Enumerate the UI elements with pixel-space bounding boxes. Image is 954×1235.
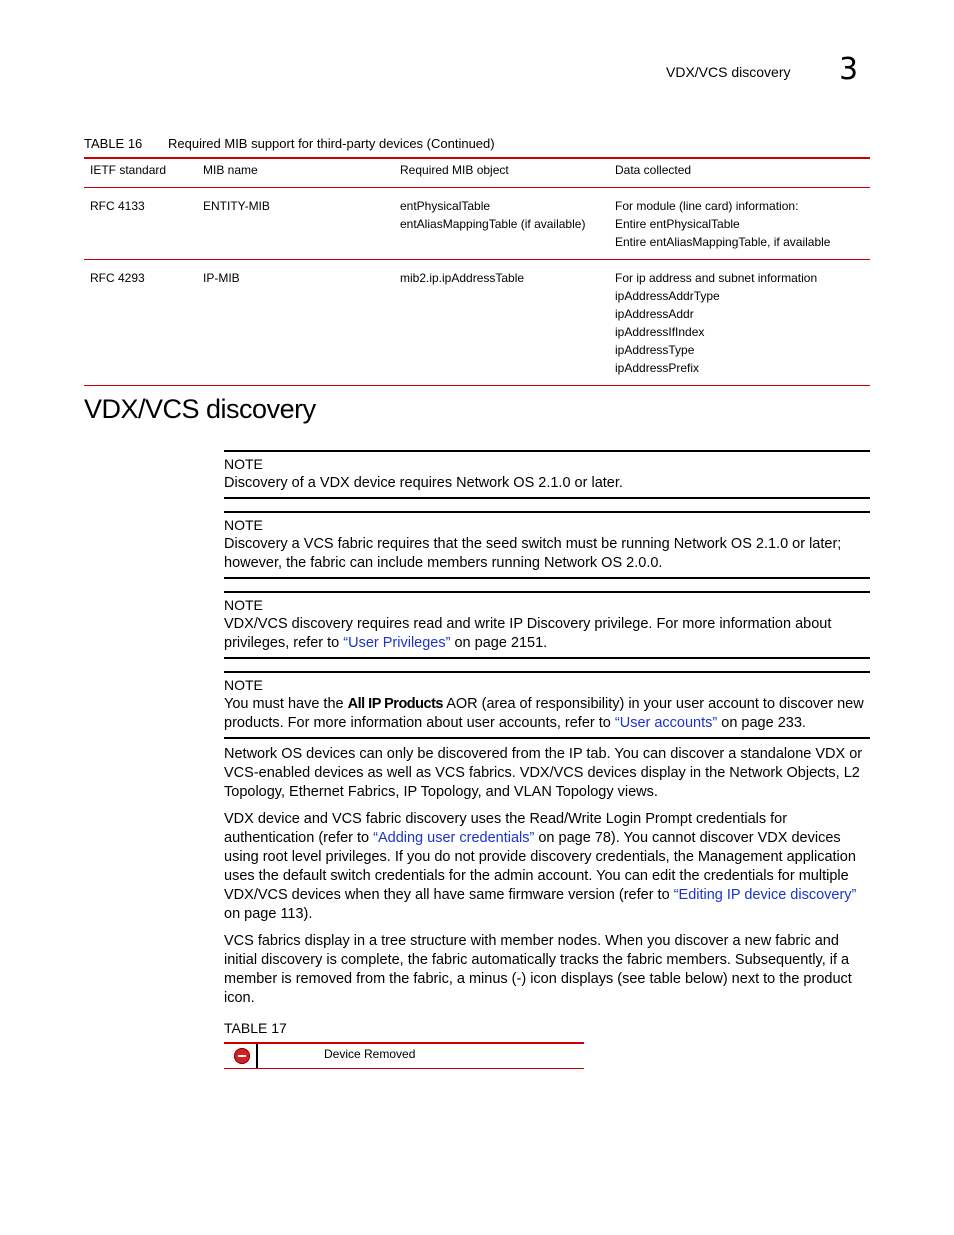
- table16-label: TABLE 16: [84, 136, 143, 151]
- note-label: NOTE: [224, 517, 263, 533]
- note-box: [224, 511, 870, 579]
- section-title: VDX/VCS discovery: [84, 394, 316, 424]
- note-text-part: AOR (area of responsibility) in your user account to discover new products. For more information about user accounts, refer to: [224, 696, 864, 731]
- chapter-number: 3: [839, 52, 859, 87]
- icon-cell: [224, 1044, 258, 1068]
- mib-object-cell: [394, 260, 609, 386]
- running-head: VDX/VCS discovery: [666, 64, 791, 80]
- column-header: IETF standard: [84, 158, 197, 188]
- data-collected-cell: [609, 188, 870, 260]
- data-line: ipAddressType: [615, 343, 695, 357]
- mib-object-cell: [394, 188, 609, 260]
- data-line: ipAddressPrefix: [615, 361, 700, 375]
- data-line: ipAddressAddrType: [615, 289, 720, 303]
- note-text: Discovery of a VDX device requires Network OS 2.1.0 or later.: [224, 475, 623, 491]
- paragraph-network-os: Network OS devices can only be discovered from the IP tab. You can discover a standalone VDX or VCS-enabled devices as well as VCS fabrics. VDX/VCS devices display in the Network Objects, L2 Topology, Ethernet Fabrics, IP Topology, and VLAN Topology views.: [224, 746, 863, 800]
- note-text-part: You must have the: [224, 696, 348, 712]
- paragraph-credentials: [224, 810, 870, 924]
- icon-description: Device Removed: [324, 1047, 416, 1061]
- data-line: Entire entAliasMappingTable, if available: [615, 235, 831, 249]
- icon-table: [224, 1042, 584, 1069]
- data-line: Entire entPhysicalTable: [615, 217, 740, 231]
- table-header-row: [84, 158, 870, 188]
- table16-title: Required MIB support for third-party devices (Continued): [168, 136, 495, 151]
- table17-label: TABLE 17: [224, 1020, 287, 1036]
- data-collected-cell: [609, 260, 870, 386]
- note-label: NOTE: [224, 456, 263, 472]
- data-line: For ip address and subnet information: [615, 271, 818, 285]
- note-text: [224, 615, 870, 653]
- data-line: ipAddressIfIndex: [615, 325, 705, 339]
- note-text-part: on page 233.: [717, 715, 806, 731]
- minus-icon: [234, 1048, 250, 1064]
- paragraph-vcs-fabrics: VCS fabrics display in a tree structure with member nodes. When you discover a new fabric and initial discovery is complete, the fabric automatically tracks the fabric members. Subsequently, if a member is removed from the fabric, a minus (-) icon displays (see table below) next to the product icon.: [224, 933, 852, 1006]
- note-text: [224, 695, 870, 733]
- data-line: For module (line card) information:: [615, 199, 799, 213]
- aor-name: All IP Products: [347, 696, 443, 712]
- note-box: [224, 591, 870, 659]
- note-text-part: VDX/VCS discovery requires read and write IP Discovery privilege. For more information about privileges, refer to: [224, 616, 832, 651]
- table-row: [84, 260, 870, 386]
- mib-name-cell: ENTITY-MIB: [197, 188, 394, 260]
- data-line: ipAddressAddr: [615, 307, 694, 321]
- mib-object-line: entAliasMappingTable (if available): [400, 217, 586, 231]
- paragraph-part: on page 78). You cannot discover VDX devices using root level privileges. If you do not provide discovery credentials, the Management application uses the default switch credentials for the admin account. You can edit the credentials for multiple VDX/VCS devices when they all have same firmware version (refer to: [224, 830, 856, 903]
- ietf-standard-cell: RFC 4133: [84, 188, 197, 260]
- editing-ip-device-discovery-link[interactable]: “Editing IP device discovery”: [673, 887, 857, 903]
- paragraph-part: VDX device and VCS fabric discovery uses the Read/Write Login Prompt credentials for authentication (refer to: [224, 811, 788, 846]
- mib-object-line: entPhysicalTable: [400, 199, 491, 213]
- table16-caption: [84, 136, 495, 151]
- note-text-part: on page 2151.: [450, 635, 548, 651]
- column-header: Required MIB object: [394, 158, 609, 188]
- mib-object-line: mib2.ip.ipAddressTable: [400, 271, 525, 285]
- note-text: Discovery a VCS fabric requires that the seed switch must be running Network OS 2.1.0 or later; however, the fabric can include members running Network OS 2.0.0.: [224, 536, 842, 571]
- adding-user-credentials-link[interactable]: “Adding user credentials”: [373, 830, 535, 846]
- column-header: Data collected: [609, 158, 870, 188]
- note-box: [224, 671, 870, 739]
- user-privileges-link[interactable]: “User Privileges”: [343, 635, 451, 651]
- table-row: [84, 188, 870, 260]
- ietf-standard-cell: RFC 4293: [84, 260, 197, 386]
- mib-name-cell: IP-MIB: [197, 260, 394, 386]
- note-label: NOTE: [224, 597, 263, 613]
- note-box: [224, 450, 870, 499]
- mib-support-table: [84, 157, 870, 386]
- paragraph-part: on page 113).: [224, 906, 313, 922]
- column-header: MIB name: [197, 158, 394, 188]
- note-label: NOTE: [224, 677, 263, 693]
- user-accounts-link[interactable]: “User accounts”: [614, 715, 718, 731]
